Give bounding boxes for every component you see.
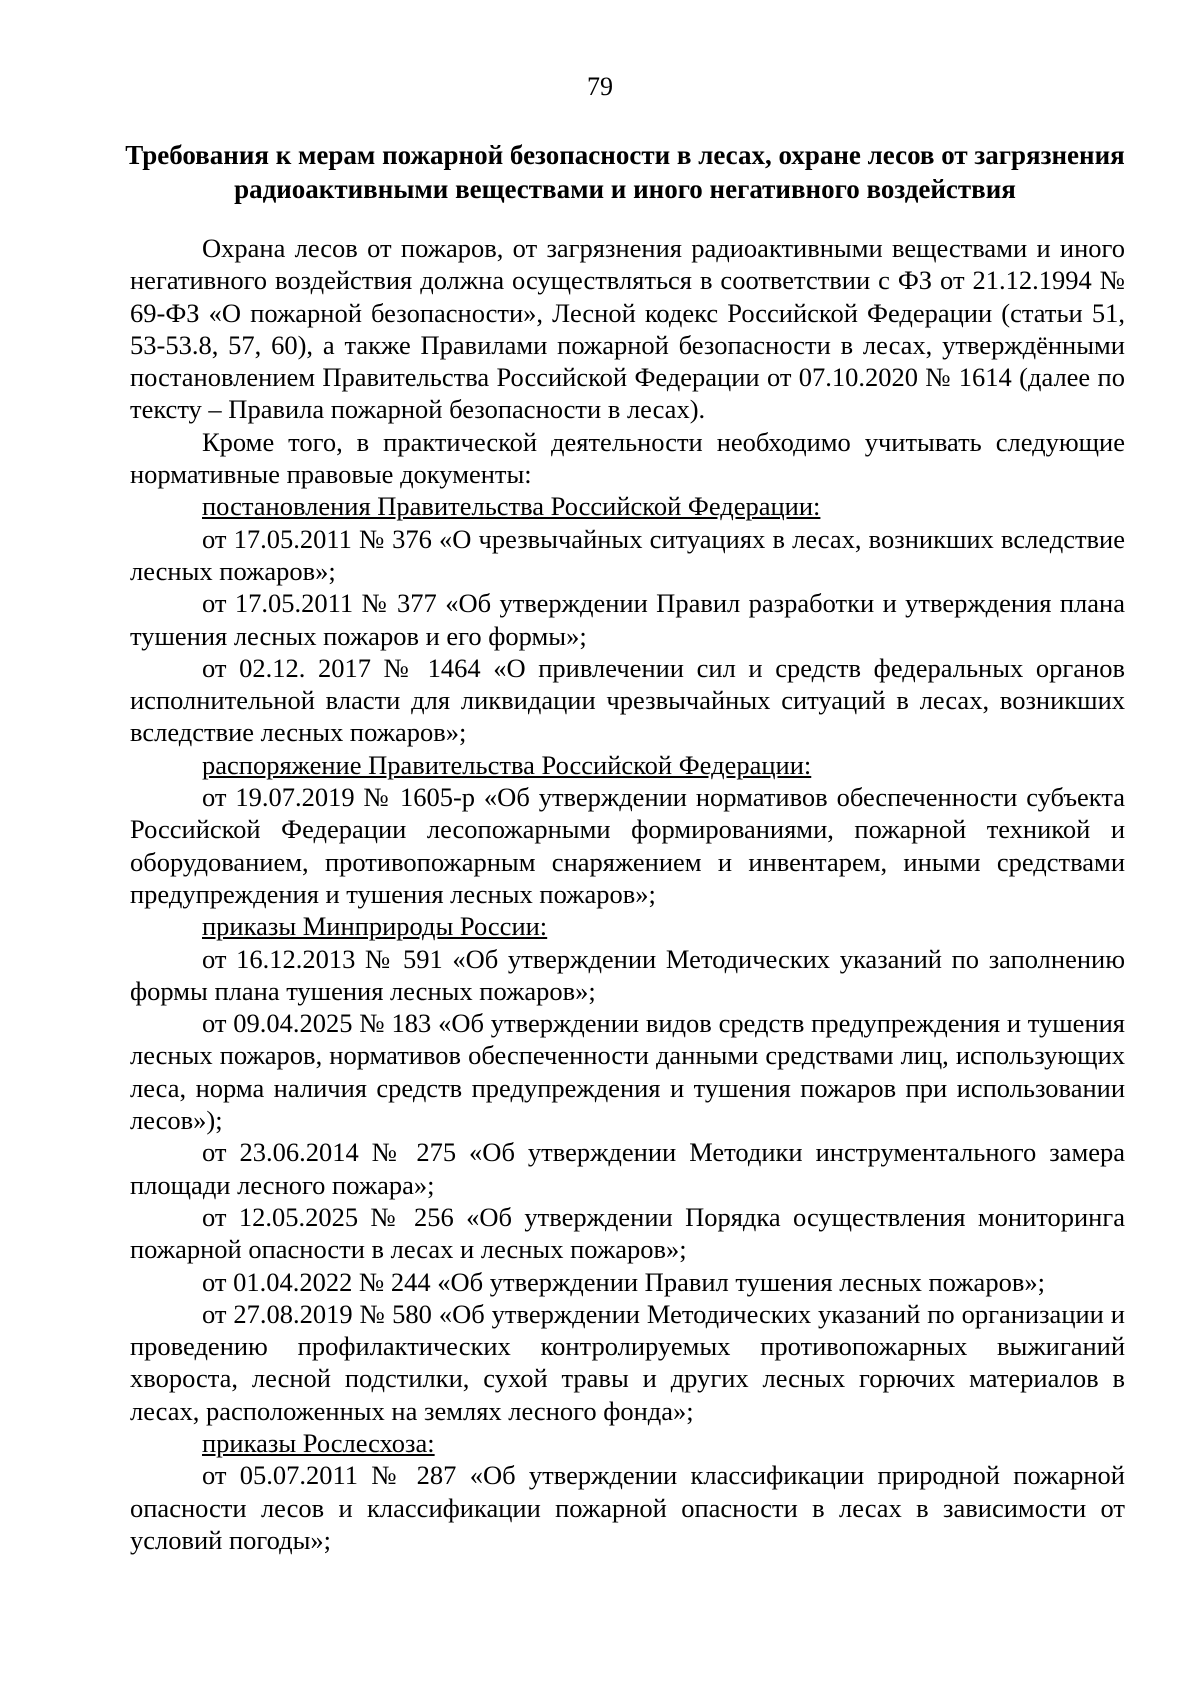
list-item: от 05.07.2011 № 287 «Об утверждении классификации природной пожарной опасности лесов и классификации пожарной опасности в лесах в зависимости от условий погоды»; [130,1460,1125,1555]
paragraph-intro: Охрана лесов от пожаров, от загрязнения радиоактивными веществами и иного негативного воздействия должна осуществляться в соответствии с ФЗ от 21.12.1994 № 69-ФЗ «О пожарной безопасности», Лесной кодекс Российской Федерации (статьи 51, 53-53.8, 57, 60), а также Правилами пожарной безопасности в лесах, утверждёнными постановлением Правительства Российской Федерации от 07.10.2020 № 1614 (далее по тексту – Правила пожарной безопасности в лесах). [130,233,1125,425]
list-item: от 12.05.2025 № 256 «Об утверждении Порядка осуществления мониторинга пожарной опасности в лесах и лесных пожаров»; [130,1201,1125,1265]
list-item: от 17.05.2011 № 377 «Об утверждении Правил разработки и утверждения плана тушения лесных пожаров и его формы»; [130,588,1125,651]
document-body [130,232,1125,1556]
list-item: от 16.12.2013 № 591 «Об утверждении Методических указаний по заполнению формы плана тушения лесных пожаров»; [130,943,1125,1006]
list-item: от 02.12. 2017 № 1464 «О привлечении сил и средств федеральных органов исполнительной власти для ликвидации чрезвычайных ситуаций в лесах, возникших вследствие лесных пожаров»; [130,652,1125,748]
page-title: Требования к мерам пожарной безопасности в лесах, охране лесов от загрязнения радиоактивными веществами и иного негативного воздействия [125,140,1125,204]
list-item: от 17.05.2011 № 376 «О чрезвычайных ситуациях в лесах, возникших вследствие лесных пожаров»; [130,523,1125,586]
section-heading-government-resolutions: постановления Правительства Российской Федерации: [202,491,821,522]
list-item: от 27.08.2019 № 580 «Об утверждении Методических указаний по организации и проведению профилактических контролируемых противопожарных выжиганий хвороста, лесной подстилки, сухой травы и других лесных горючих материалов в лесах, расположенных на землях лесного фонда»; [130,1298,1125,1426]
list-item: от 01.04.2022 № 244 «Об утверждении Правил тушения лесных пожаров»; [202,1266,1045,1297]
list-item: от 23.06.2014 № 275 «Об утверждении Методики инструментального замера площади лесного пожара»; [130,1137,1125,1200]
section-heading-rosleshoz-orders: приказы Рослесхоза: [202,1427,435,1458]
list-item: от 09.04.2025 № 183 «Об утверждении видов средств предупреждения и тушения лесных пожаров, нормативов обеспеченности данными средствами лиц, использующих леса, норма наличия средств предупреждения и тушения пожаров при использовании лесов»); [130,1008,1125,1136]
list-item: от 19.07.2019 № 1605-р «Об утверждении нормативов обеспеченности субъекта Российской Федерации лесопожарными формированиями, пожарной техникой и оборудованием, противопожарным снаряжением и инвентарем, иными средствами предупреждения и тушения лесных пожаров»; [130,782,1125,909]
paragraph-additional: Кроме того, в практической деятельности необходимо учитывать следующие нормативные правовые документы: [130,426,1125,490]
section-heading-government-order: распоряжение Правительства Российской Федерации: [202,749,812,780]
section-heading-minprirody-orders: приказы Минприроды России: [202,911,548,942]
page-number: 79 [587,72,613,101]
